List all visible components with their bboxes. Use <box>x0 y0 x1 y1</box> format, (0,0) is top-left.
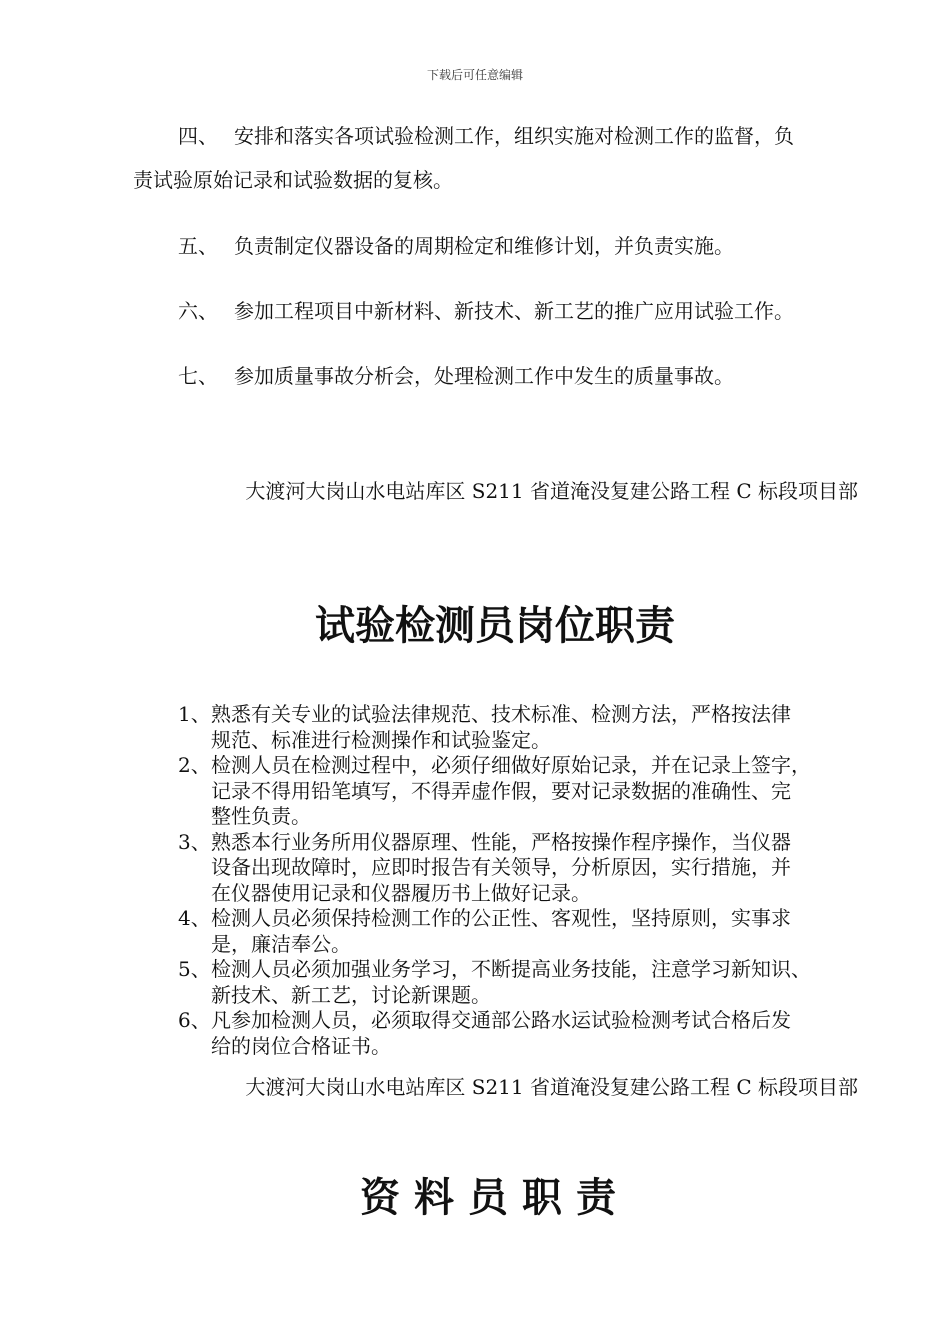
duty-line: 检测人员必须加强业务学习，不断提高业务技能，注意学习新知识、 <box>211 957 811 981</box>
duty-paragraph-6 <box>178 289 794 333</box>
paragraph-text: 负责制定仪器设备的周期检定和维修计划，并负责实施。 <box>234 234 734 258</box>
duty-item-4 <box>178 906 878 957</box>
duty-number: 5、 <box>178 957 211 981</box>
paragraph-enum: 六、 <box>178 299 218 323</box>
duty-paragraph-7 <box>178 354 734 398</box>
duty-line: 熟悉有关专业的试验法律规范、技术标准、检测方法，严格按法律 <box>211 702 791 726</box>
paragraph-text: 参加工程项目中新材料、新技术、新工艺的推广应用试验工作。 <box>234 299 794 323</box>
duty-number: 1、 <box>178 702 211 726</box>
duty-item-2 <box>178 753 878 830</box>
paragraph-enum: 七、 <box>178 364 218 388</box>
org-signature-2: 大渡河大岗山水电站库区 S211 省道淹没复建公路工程 C 标段项目部 <box>245 1075 858 1099</box>
tester-duty-list <box>178 702 878 1059</box>
org-signature: 大渡河大岗山水电站库区 S211 省道淹没复建公路工程 C 标段项目部 <box>245 479 858 503</box>
paragraph-text: 参加质量事故分析会，处理检测工作中发生的质量事故。 <box>234 364 734 388</box>
duty-paragraph-4 <box>178 114 794 158</box>
duty-line: 是，廉洁奉公。 <box>211 931 351 956</box>
duty-number: 2、 <box>178 753 211 777</box>
duty-line: 在仪器使用记录和仪器履历书上做好记录。 <box>211 880 591 905</box>
duty-item-5 <box>178 957 878 1008</box>
duty-item-3 <box>178 830 878 907</box>
duty-line: 设备出现故障时，应即时报告有关领导，分析原因，实行措施，并 <box>211 855 791 879</box>
duty-number: 4、 <box>178 906 211 930</box>
duty-line: 记录不得用铅笔填写，不得弄虚作假，要对记录数据的准确性、完 <box>211 778 791 803</box>
duty-item-6 <box>178 1008 878 1059</box>
duty-line: 凡参加检测人员，必须取得交通部公路水运试验检测考试合格后发 <box>211 1008 791 1032</box>
duty-number: 3、 <box>178 829 211 854</box>
duty-number: 6、 <box>178 1008 211 1032</box>
duty-line: 检测人员在检测过程中，必须仔细做好原始记录，并在记录上签字， <box>211 753 811 777</box>
duty-line: 熟悉本行业务所用仪器原理、性能，严格按操作程序操作，当仪器 <box>211 829 791 854</box>
paragraph-enum: 五、 <box>178 234 218 258</box>
duty-line: 检测人员必须保持检测工作的公正性、客观性，坚持原则，实事求 <box>211 906 791 930</box>
duty-paragraph-5 <box>178 224 734 268</box>
section-title-archivist-duties: 资料员职责 <box>360 1174 630 1221</box>
duty-paragraph-4-continued: 责试验原始记录和试验数据的复核。 <box>133 168 453 192</box>
header-note: 下载后可任意编辑 <box>426 68 523 82</box>
paragraph-enum: 四、 <box>178 124 218 148</box>
duty-item-1 <box>178 702 878 753</box>
duty-line: 整性负责。 <box>211 804 311 828</box>
duty-line: 新技术、新工艺，讨论新课题。 <box>211 982 491 1007</box>
paragraph-text: 安排和落实各项试验检测工作，组织实施对检测工作的监督，负 <box>234 124 794 148</box>
duty-line: 给的岗位合格证书。 <box>211 1033 391 1058</box>
duty-line: 规范、标准进行检测操作和试验鉴定。 <box>211 727 551 752</box>
section-title-tester-duties: 试验检测员岗位职责 <box>315 602 675 649</box>
